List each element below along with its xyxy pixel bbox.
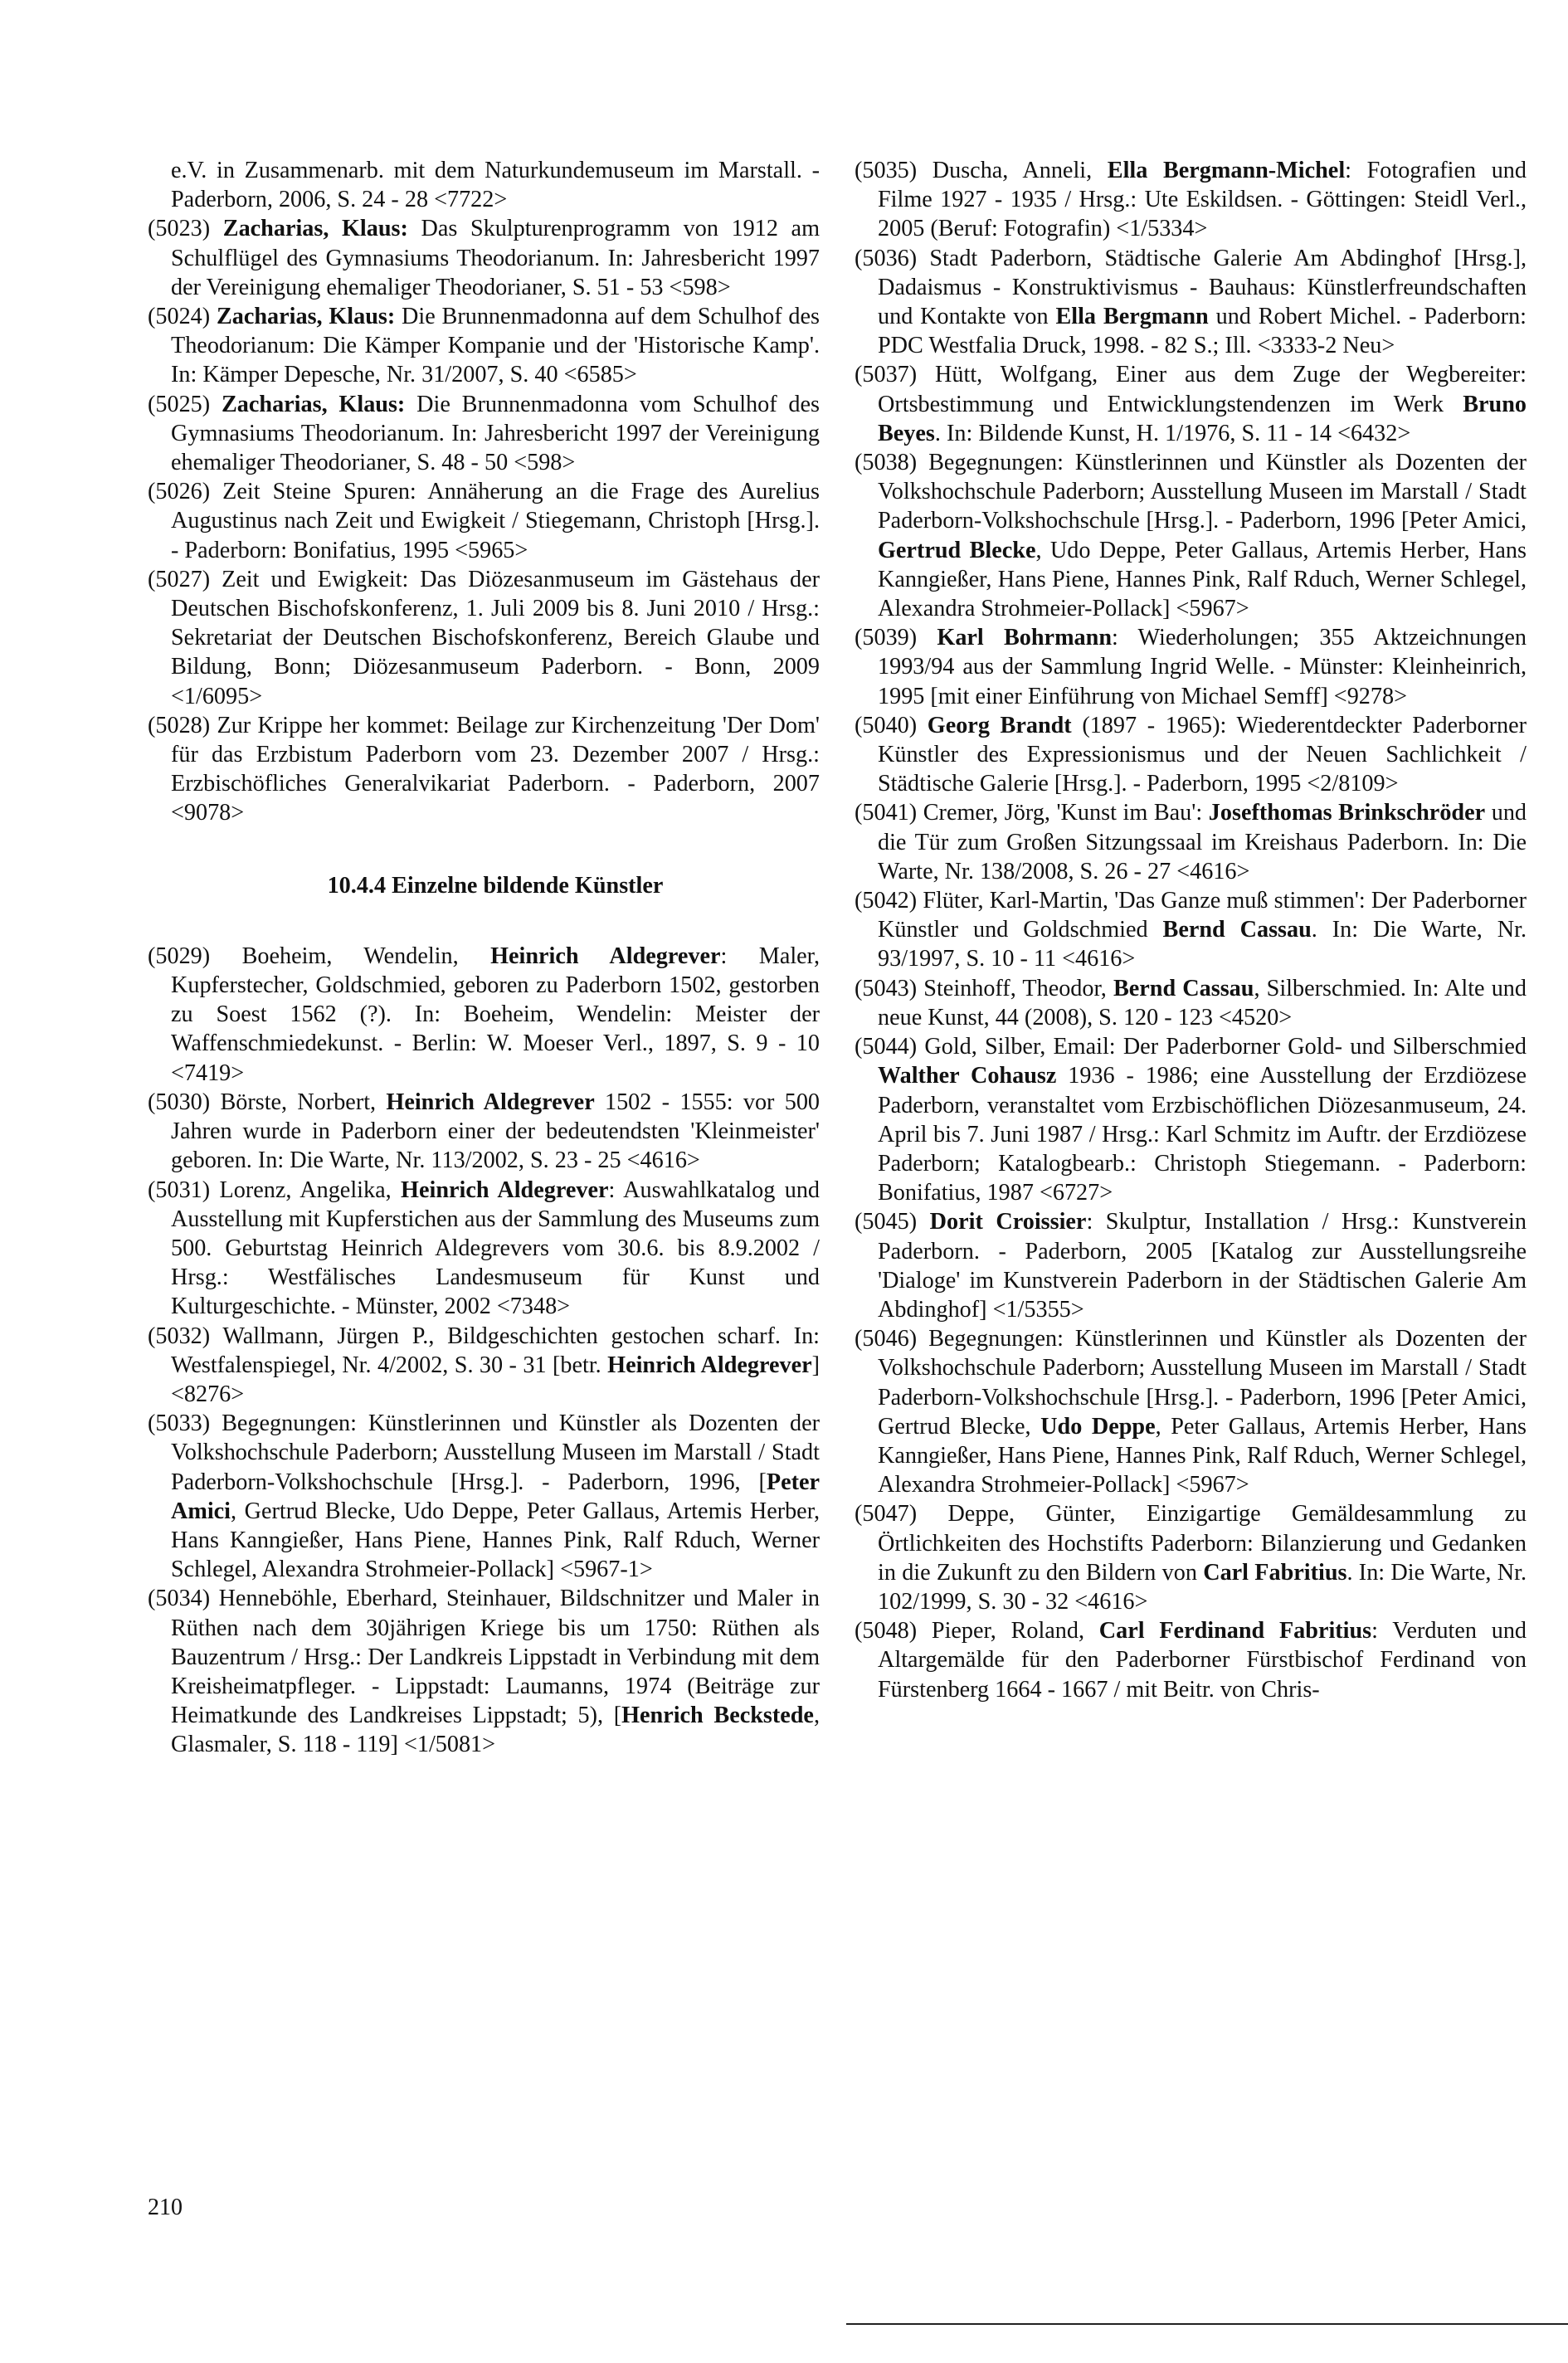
- entry-5038: (5038) Begegnungen: Künstlerinnen und Künstler als Dozenten der Volkshochschule Paderborn; Ausstellung Museen im Marstall / Stadt Paderborn-Volkshochschule [Hrsg.]. - Paderborn, 1996 [Peter Amici, Gertrud Blecke, Udo Deppe, Peter Gallaus, Artemis Herber, Hans Kanngießer, Hans Piene, Hannes Pink, Ralf Rduch, Werner Schlegel, Alexandra Strohmeier-Pollack] <5967>: [855, 450, 1527, 622]
- entry-5034: (5034) Henneböhle, Eberhard, Steinhauer, Bildschnitzer und Maler in Rüthen nach dem 30jährigen Kriege bis um 1750: Rüthen als Bauzentrum / Hrsg.: Der Landkreis Lippstadt in Verbindung mit dem Kreisheimatpfleger. - Lippstadt: Laumanns, 1974 (Beiträge zur Heimatkunde des Landkreises Lippstadt; 5), [Henrich Beckstede, Glasmaler, S. 118 - 119] <1/5081>: [148, 1586, 820, 1758]
- entry-5048: (5048) Pieper, Roland, Carl Ferdinand Fabritius: Verduten und Altargemälde für den Paderborner Fürstbischof Ferdinand von Fürstenberg 1664 - 1667 / mit Beitr. von Chris-: [855, 1618, 1527, 1703]
- entry-5031: (5031) Lorenz, Angelika, Heinrich Aldegrever: Auswahlkatalog und Ausstellung mit Kupferstichen aus der Sammlung des Museums zum 500. Geburtstag Heinrich Aldegrevers vom 30.6. bis 8.9.2002 / Hrsg.: Westfälisches Landesmuseum für Kunst und Kulturgeschichte. - Münster, 2002 <7348>: [148, 1177, 821, 1320]
- entry-5043: (5043) Steinhoff, Theodor, Bernd Cassau, Silberschmied. In: Alte und neue Kunst, 44 (2008), S. 120 - 123 <4520>: [855, 975, 1527, 1030]
- entry-5023: (5023) Zacharias, Klaus: Das Skulpturenprogramm von 1912 am Schulflügel des Gymnasiums Theodorianum. In: Jahresbericht 1997 der Vereinigung ehemaliger Theodorianer, S. 51 - 53 <598>: [148, 216, 820, 300]
- entry-5044: (5044) Gold, Silber, Email: Der Paderborner Gold- und Silberschmied Walther Cohausz 1936 - 1986; eine Ausstellung der Erzdiözese Paderborn, veranstaltet vom Erzbischöflichen Diözesanmuseum, 24. April bis 7. Juni 1987 / Hrsg.: Karl Schmitz im Auftr. der Erzdiözese Paderborn; Katalogbearb.: Christoph Stiegemann. - Paderborn: Bonifatius, 1987 <6727>: [855, 1034, 1527, 1206]
- right-column: [855, 156, 1527, 1704]
- section-heading: 10.4.4 Einzelne bildende Künstler: [327, 872, 664, 899]
- entry-5026: (5026) Zeit Steine Spuren: Annäherung an die Frage des Aurelius Augustinus nach Zeit und Ewigkeit / Stiegemann, Christoph [Hrsg.]. - Paderborn: Bonifatius, 1995 <5965>: [148, 479, 820, 563]
- page-number: 210: [148, 2195, 183, 2220]
- entry-5028: (5028) Zur Krippe her kommet: Beilage zur Kirchenzeitung 'Der Dom' für das Erzbistum Paderborn vom 23. Dezember 2007 / Hrsg.: Erzbischöfliches Generalvikariat Paderborn. - Paderborn, 2007 <9078>: [148, 712, 820, 826]
- entry-5039: (5039) Karl Bohrmann: Wiederholungen; 355 Aktzeichnungen 1993/94 aus der Sammlung Ingrid Welle. - Münster: Kleinheinrich, 1995 [mit einer Einführung von Michael Semff] <9278>: [855, 625, 1527, 709]
- entry-5033: (5033) Begegnungen: Künstlerinnen und Künstler als Dozenten der Volkshochschule Paderborn; Ausstellung Museen im Marstall / Stadt Paderborn-Volkshochschule [Hrsg.]. - Paderborn, 1996, [Peter Amici, Gertrud Blecke, Udo Deppe, Peter Gallaus, Artemis Herber, Hans Kanngießer, Hans Piene, Hannes Pink, Ralf Rduch, Werner Schlegel, Alexandra Strohmeier-Pollack] <5967-1>: [148, 1410, 820, 1583]
- entry-5024: (5024) Zacharias, Klaus: Die Brunnenmadonna auf dem Schulhof des Theodorianum: Die Kämper Kompanie und der 'Historische Kamp'. In: Kämper Depesche, Nr. 31/2007, S. 40 <6585>: [148, 304, 820, 388]
- entry-5027: (5027) Zeit und Ewigkeit: Das Diözesanmuseum im Gästehaus der Deutschen Bischofskonferenz, 1. Juli 2009 bis 8. Juni 2010 / Hrsg.: Sekretariat der Deutschen Bischofskonferenz, Bereich Glaube und Bildung, Bonn; Diözesanmuseum Paderborn. - Bonn, 2009 <1/6095>: [148, 566, 820, 709]
- entry-5037: (5037) Hütt, Wolfgang, Einer aus dem Zuge der Wegbereiter: Ortsbestimmung und Entwicklungstendenzen im Werk Bruno Beyes. In: Bildende Kunst, H. 1/1976, S. 11 - 14 <6432>: [855, 362, 1527, 446]
- entry-5046: (5046) Begegnungen: Künstlerinnen und Künstler als Dozenten der Volkshochschule Paderborn; Ausstellung Museen im Marstall / Stadt Paderborn-Volkshochschule [Hrsg.]. - Paderborn, 1996 [Peter Amici, Gertrud Blecke, Udo Deppe, Peter Gallaus, Artemis Herber, Hans Kanngießer, Hans Piene, Hannes Pink, Ralf Rduch, Werner Schlegel, Alexandra Strohmeier-Pollack] <5967>: [855, 1326, 1527, 1498]
- entry-5040: (5040) Georg Brandt (1897 - 1965): Wiederentdeckter Paderborner Künstler des Expressionismus und der Neuen Sachlichkeit / Städtische Galerie [Hrsg.]. - Paderborn, 1995 <2/8109>: [855, 712, 1527, 797]
- entry-5025: (5025) Zacharias, Klaus: Die Brunnenmadonna vom Schulhof des Gymnasiums Theodorianum. In: Jahresbericht 1997 der Vereinigung ehemaliger Theodorianer, S. 48 - 50 <598>: [148, 391, 821, 476]
- entry-5045: (5045) Dorit Croissier: Skulptur, Installation / Hrsg.: Kunstverein Paderborn. - Paderborn, 2005 [Katalog zur Ausstellungsreihe 'Dialoge' im Kunstverein Paderborn in der Städtischen Galerie Am Abdinghof] <1/5355>: [855, 1209, 1527, 1323]
- entry-continuation: e.V. in Zusammenarb. mit dem Naturkundemuseum im Marstall. - Paderborn, 2006, S. 24 - 28 <7722>: [171, 158, 820, 213]
- entry-5042: (5042) Flüter, Karl-Martin, 'Das Ganze muß stimmen': Der Paderborner Künstler und Goldschmied Bernd Cassau. In: Die Warte, Nr. 93/1997, S. 10 - 11 <4616>: [855, 888, 1527, 972]
- left-column: [148, 156, 820, 1760]
- entry-5047: (5047) Deppe, Günter, Einzigartige Gemäldesammlung zu Örtlichkeiten des Hochstifts Paderborn: Bilanzierung und Gedanken in die Zukunft zu den Bildern von Carl Fabritius. In: Die Warte, Nr. 102/1999, S. 30 - 32 <4616>: [855, 1501, 1527, 1615]
- entry-5030: (5030) Börste, Norbert, Heinrich Aldegrever 1502 - 1555: vor 500 Jahren wurde in Paderborn einer der bedeutendsten 'Kleinmeister' geboren. In: Die Warte, Nr. 113/2002, S. 23 - 25 <4616>: [148, 1089, 821, 1174]
- entry-5032: (5032) Wallmann, Jürgen P., Bildgeschichten gestochen scharf. In: Westfalenspiegel, Nr. 4/2002, S. 30 - 31 [betr. Heinrich Aldegrever] <8276>: [148, 1323, 820, 1407]
- entry-5035: (5035) Duscha, Anneli, Ella Bergmann-Michel: Fotografien und Filme 1927 - 1935 / Hrsg.: Ute Eskildsen. - Göttingen: Steidl Verl., 2005 (Beruf: Fotografin) <1/5334>: [855, 158, 1527, 242]
- footer-rule: [846, 2323, 1568, 2325]
- entry-5041: (5041) Cremer, Jörg, 'Kunst im Bau': Josefthomas Brinkschröder und die Tür zum Großen Sitzungssaal im Kreishaus Paderborn. In: Die Warte, Nr. 138/2008, S. 26 - 27 <4616>: [855, 800, 1527, 884]
- entry-5036: (5036) Stadt Paderborn, Städtische Galerie Am Abdinghof [Hrsg.], Dadaismus - Konstruktivismus - Bauhaus: Künstlerfreundschaften und Kontakte von Ella Bergmann und Robert Michel. - Paderborn: PDC Westfalia Druck, 1998. - 82 S.; Ill. <3333-2 Neu>: [855, 245, 1527, 359]
- entry-5029: (5029) Boeheim, Wendelin, Heinrich Aldegrever: Maler, Kupferstecher, Goldschmied, geboren zu Paderborn 1502, gestorben zu Soest 1562 (?). In: Boeheim, Wendelin: Meister der Waffenschmiedekunst. - Berlin: W. Moeser Verl., 1897, S. 9 - 10 <7419>: [148, 943, 820, 1086]
